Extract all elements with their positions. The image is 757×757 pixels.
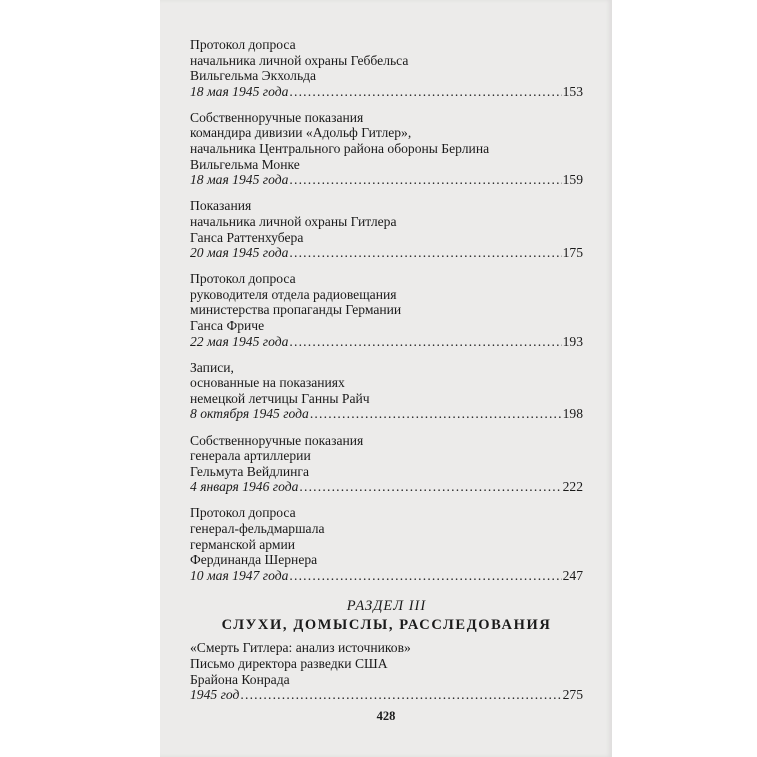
toc-entry-date-line (190, 84, 583, 100)
toc-entry-title-line: руководителя отдела радиовещания (190, 286, 397, 302)
toc-entry-date: 1945 год (190, 687, 240, 703)
toc-entry-title-line: Гельмута Вейдлинга (190, 463, 310, 479)
toc-entry-date: 18 мая 1945 года (190, 83, 289, 99)
toc-part-2 (190, 640, 583, 702)
toc-entry-page: 175 (562, 245, 583, 261)
toc-entry-title-line: Ганса Фриче (190, 318, 265, 333)
section-heading (190, 597, 583, 635)
toc-entry-title-line: Письмо директора разведки США (190, 656, 388, 671)
toc-entry-title-line: Вильгельма Экхольда (190, 68, 317, 84)
dot-leader (299, 479, 561, 495)
section-title: СЛУХИ, ДОМЫСЛЫ, РАССЛЕДОВАНИЯ (221, 617, 552, 634)
toc-entry-title-line: начальника личной охраны Геббельса (190, 52, 409, 68)
toc-entry-title-line: Фердинанда Шернера (190, 552, 318, 568)
dot-leader (289, 334, 561, 350)
toc-entry-page: 153 (562, 83, 583, 99)
dot-leader (310, 406, 562, 422)
toc-entry (190, 271, 583, 349)
toc-part-1 (190, 37, 583, 583)
toc-entry (190, 360, 583, 422)
toc-entry-page: 275 (562, 687, 583, 703)
toc-entry-title-line: Записи, (190, 359, 234, 375)
toc-entry-title-line: Собственноручные показания (190, 432, 364, 448)
dot-leader (289, 84, 561, 100)
toc-entry-title-line: немецкой летчицы Ганны Райч (190, 390, 370, 406)
toc-entry-page: 247 (562, 567, 583, 583)
toc-entry-page: 198 (562, 406, 583, 422)
toc-entry-date-line (190, 334, 583, 350)
toc-entry-date: 4 января 1946 года (190, 479, 299, 495)
toc-entry-page: 193 (562, 333, 583, 349)
toc-entry-title-line: министерства пропаганды Германии (190, 302, 402, 318)
dot-leader (289, 245, 561, 261)
toc-entry (190, 433, 583, 495)
toc-entry-title-line: Протокол допроса (190, 271, 296, 287)
toc-entry-title-line: основанные на показаниях (190, 375, 345, 391)
toc-entry-date: 8 октября 1945 года (190, 406, 309, 422)
toc-entry-page: 222 (562, 479, 583, 495)
toc-entry-title-line: начальника Центрального района обороны Берлина (190, 141, 490, 157)
toc-entry-title-line: германской армии (190, 536, 296, 552)
dot-leader (289, 172, 561, 188)
toc-entry-date-line (190, 568, 583, 584)
toc-entry (190, 110, 583, 188)
toc-entry-page: 159 (562, 172, 583, 188)
toc-entry (190, 37, 583, 99)
toc-entry-title-line: генерал-фельдмаршала (190, 521, 325, 537)
toc-entry-date: 20 мая 1945 года (190, 245, 289, 261)
toc-entry-title-line: Вильгельма Монке (190, 156, 300, 172)
section-number: РАЗДЕЛ III (346, 598, 427, 615)
toc-entry-date-line (190, 687, 583, 703)
dot-leader (240, 687, 561, 703)
toc-entry-title-line: Протокол допроса (190, 37, 296, 52)
toc-entry-date: 10 мая 1947 года (190, 567, 289, 583)
toc-entry-date-line (190, 406, 583, 422)
toc-entry-title-line: Показания (190, 198, 252, 214)
toc-entry-date-line (190, 172, 583, 188)
toc-entry-date-line (190, 245, 583, 261)
table-of-contents (190, 37, 583, 713)
dot-leader (289, 568, 561, 584)
toc-entry (190, 640, 583, 702)
toc-entry-title-line: начальника личной охраны Гитлера (190, 213, 397, 229)
toc-entry-title-line: «Смерть Гитлера: анализ источников» (190, 640, 411, 656)
page-number: 428 (376, 709, 396, 723)
toc-entry (190, 505, 583, 583)
toc-entry (190, 198, 583, 260)
toc-entry-title-line: Протокол допроса (190, 505, 296, 521)
toc-entry-date: 18 мая 1945 года (190, 172, 289, 188)
toc-entry-date-line (190, 479, 583, 495)
toc-entry-title-line: Ганса Раттенхубера (190, 229, 304, 245)
toc-entry-title-line: генерала артиллерии (190, 448, 311, 464)
toc-entry-title-line: Брайона Конрада (190, 671, 290, 687)
toc-entry-title-line: Собственноручные показания (190, 109, 364, 125)
toc-entry-title-line: командира дивизии «Адольф Гитлер», (190, 125, 412, 141)
toc-entry-date: 22 мая 1945 года (190, 333, 289, 349)
